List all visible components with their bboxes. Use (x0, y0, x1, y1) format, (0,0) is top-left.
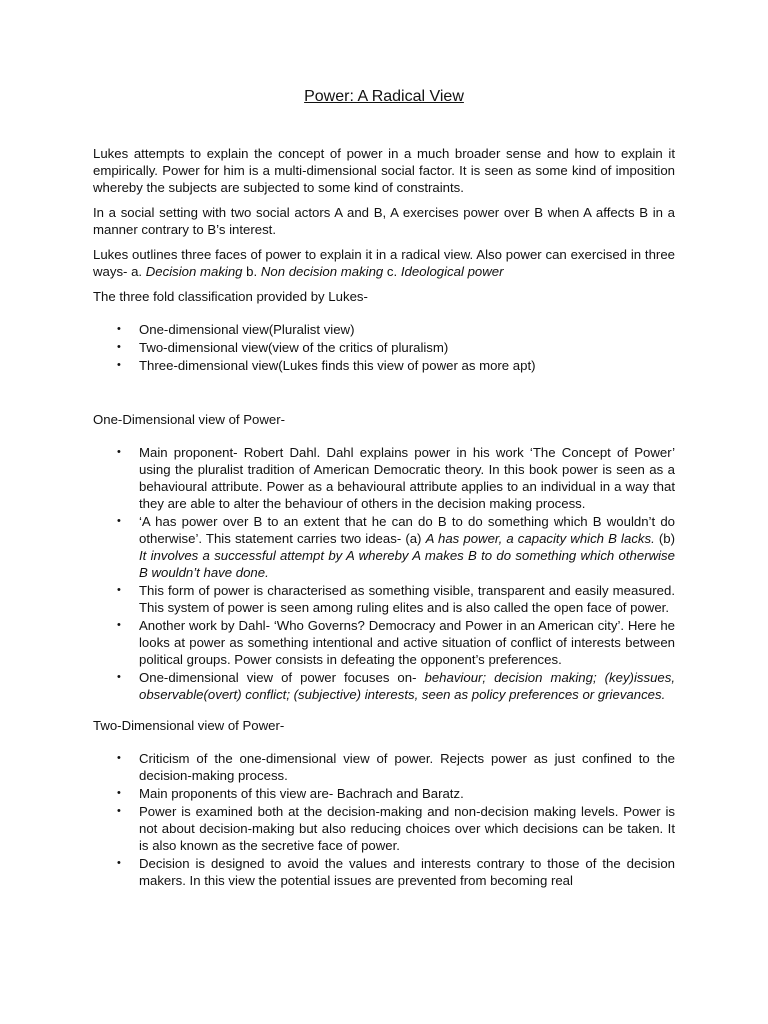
list-item: • Two-dimensional view(view of the critics of pluralism) (117, 340, 449, 355)
list-item: • ‘A has power over B to an extent that he can do B to do something which B wouldn’t do otherwise’. This statement carries two ideas- (a) A has power, a capacity which B lacks. (b) It involves a successful attempt by A whereby A makes B to do something which otherwise B wouldn’t have done. (117, 514, 676, 580)
bullet-icon: • (117, 857, 121, 869)
decision-making-term: Decision making (145, 264, 243, 279)
bullet-icon: • (117, 515, 121, 527)
two-dimensional-list (93, 750, 675, 889)
bullet-icon: • (117, 359, 121, 371)
bullet-icon: • (117, 752, 121, 764)
document-page (93, 86, 675, 897)
bullet-icon: • (117, 446, 121, 458)
intro-paragraph-3: Lukes outlines three faces of power to explain it in a radical view. Also power can exercised in three ways- a. Decision making b. Non decision making c. Ideological power (93, 247, 675, 279)
list-item: • Criticism of the one-dimensional view of power. Rejects power as just confined to the decision-making process. (117, 751, 675, 783)
list-item: • Another work by Dahl- ‘Who Governs? Democracy and Power in an American city’. Here he looks at power as something intentional and active situation of conflict of interests between political groups. Power consists in defeating the opponent’s preferences. (117, 618, 675, 667)
bullet-icon: • (117, 584, 121, 596)
intro-paragraph-1: Lukes attempts to explain the concept of power in a much broader sense and how to explain it empirically. Power for him is a multi-dimensional social factor. It is seen as some kind of imposition whereby the subjects are subjected to some kind of constraints. (93, 146, 675, 195)
bullet-icon: • (117, 341, 121, 353)
bullet-icon: • (117, 787, 121, 799)
two-dimensional-heading: Two-Dimensional view of Power- (93, 718, 285, 733)
intro-paragraph-4: The three fold classification provided by Lukes- (93, 289, 368, 304)
classification-list (93, 321, 675, 374)
list-item: • Power is examined both at the decision-making and non-decision making levels. Power is not about decision-making but also reducing choices over which decisions can be taken. It is also known as the secretive face of power. (117, 804, 675, 853)
list-item: • Main proponents of this view are- Bachrach and Baratz. (117, 786, 464, 801)
bullet-icon: • (117, 323, 121, 335)
bullet-icon: • (117, 805, 121, 817)
non-decision-making-term: Non decision making (260, 264, 384, 279)
list-item: • One-dimensional view(Pluralist view) (117, 322, 355, 337)
one-dimensional-heading: One-Dimensional view of Power- (93, 412, 286, 427)
list-item: • Decision is designed to avoid the values and interests contrary to those of the decision makers. In this view the potential issues are prevented from becoming real (117, 856, 675, 888)
list-item: • This form of power is characterised as something visible, transparent and easily measured. This system of power is seen among ruling elites and is also called the open face of power. (117, 583, 675, 615)
list-item: • Main proponent- Robert Dahl. Dahl explains power in his work ‘The Concept of Power’ using the pluralist tradition of American Democratic theory. In this book power is seen as a behavioural attribute. Power as a behavioural attribute applies to an individual in a way that they are able to alter the behaviour of others in the decision making process. (117, 445, 675, 511)
bullet-icon: • (117, 671, 121, 683)
intro-paragraph-2: In a social setting with two social actors A and B, A exercises power over B when A affects B in a manner contrary to B’s interest. (93, 205, 675, 237)
page-title: Power: A Radical View (304, 88, 464, 105)
list-item: • Three-dimensional view(Lukes finds this view of power as more apt) (117, 358, 536, 373)
ideological-power-term: Ideological power (400, 264, 504, 279)
bullet-icon: • (117, 619, 121, 631)
list-item: • One-dimensional view of power focuses on- behaviour; decision making; (key)issues, observable(overt) conflict; (subjective) interests, seen as policy preferences or grievances. (117, 670, 675, 702)
one-dimensional-list (93, 444, 675, 703)
